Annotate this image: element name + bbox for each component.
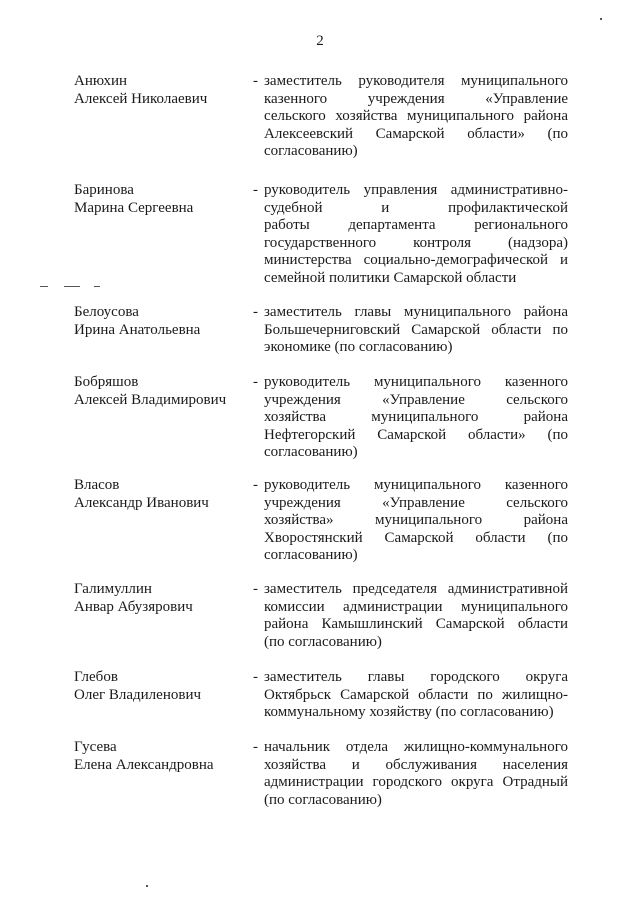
role-line: руководитель муниципального казенного: [264, 374, 568, 390]
dash-separator: -: [253, 182, 258, 198]
member-surname: Белоусова: [74, 304, 139, 320]
role-line: (по согласованию): [264, 633, 382, 650]
member-role: [264, 669, 568, 722]
member-name: [74, 304, 244, 339]
member-role: [264, 739, 568, 809]
member-given-name: Алексей Владимирович: [74, 391, 227, 408]
member-role: [264, 477, 568, 565]
role-line: начальник отдела жилищно-коммунального: [264, 739, 568, 755]
member-name: [74, 182, 244, 217]
role-line: (по согласованию): [264, 791, 382, 808]
scan-mark: [64, 286, 80, 287]
role-line: хозяйства» муниципального района: [264, 512, 568, 528]
page-number: 2: [316, 33, 324, 49]
role-line: согласованию): [264, 444, 358, 460]
member-name: [74, 477, 244, 512]
member-given-name: Александр Иванович: [74, 494, 209, 511]
member-surname: Бобряшов: [74, 374, 139, 390]
role-line: комиссии администрации муниципального: [264, 598, 568, 615]
role-line: руководитель муниципального казенного: [264, 477, 568, 493]
role-line: работы департамента регионального: [264, 217, 568, 233]
member-given-name: Елена Александровна: [74, 756, 214, 773]
role-line: сельского хозяйства муниципального района: [264, 108, 568, 124]
role-line: учреждения «Управление сельского: [264, 391, 568, 408]
scan-speck: [600, 18, 602, 20]
member-role: [264, 73, 568, 161]
role-line: хозяйства и обслуживания населения: [264, 756, 568, 773]
role-line: государственного контроля (надзора): [264, 234, 568, 251]
role-line: Алексеевский Самарской области» (по: [264, 125, 568, 142]
role-line: семейной политики Самарской области: [264, 269, 517, 286]
role-line: Большечерниговский Самарской области по: [264, 321, 568, 338]
member-role: [264, 374, 568, 462]
role-line: казенного учреждения «Управление: [264, 90, 568, 107]
dash-separator: -: [253, 739, 258, 755]
role-line: заместитель председателя административной: [264, 581, 568, 597]
dash-separator: -: [253, 304, 258, 320]
member-surname: Баринова: [74, 182, 134, 198]
member-given-name: Алексей Николаевич: [74, 90, 208, 107]
role-line: судебной и профилактической: [264, 199, 568, 216]
role-line: заместитель главы городского округа: [264, 669, 568, 685]
member-role: [264, 304, 568, 357]
role-line: заместитель главы муниципального района: [264, 304, 568, 320]
role-line: Октябрьск Самарской области по жилищно-: [264, 686, 568, 703]
dash-separator: -: [253, 581, 258, 597]
role-line: Нефтегорский Самарской области» (по: [264, 426, 568, 443]
member-surname: Анюхин: [74, 73, 128, 89]
dash-separator: -: [253, 669, 258, 685]
member-name: [74, 581, 244, 616]
role-line: согласованию): [264, 143, 358, 159]
member-name: [74, 73, 244, 108]
scan-mark: [94, 286, 100, 287]
role-line: экономике (по согласованию): [264, 339, 453, 355]
member-surname: Власов: [74, 477, 120, 493]
member-surname: Галимуллин: [74, 581, 152, 597]
scan-mark: [40, 286, 48, 287]
member-given-name: Анвар Абузярович: [74, 598, 193, 615]
member-role: [264, 182, 568, 287]
member-given-name: Марина Сергеевна: [74, 199, 194, 216]
member-surname: Глебов: [74, 669, 118, 685]
role-line: коммунальному хозяйству (по согласованию): [264, 704, 554, 720]
member-surname: Гусева: [74, 739, 117, 755]
member-given-name: Олег Владиленович: [74, 686, 202, 703]
dash-separator: -: [253, 477, 258, 493]
role-line: района Камышлинский Самарской области: [264, 616, 568, 632]
role-line: учреждения «Управление сельского: [264, 494, 568, 511]
role-line: согласованию): [264, 547, 358, 563]
member-role: [264, 581, 568, 651]
role-line: Хворостянский Самарской области (по: [264, 529, 568, 546]
role-line: министерства социально-демографической и: [264, 252, 568, 268]
role-line: хозяйства муниципального района: [264, 409, 568, 425]
member-name: [74, 374, 244, 409]
scan-speck: [146, 885, 148, 887]
member-name: [74, 669, 244, 704]
role-line: заместитель руководителя муниципального: [264, 73, 568, 89]
dash-separator: -: [253, 73, 258, 89]
role-line: руководитель управления административно-: [264, 182, 568, 198]
member-given-name: Ирина Анатольевна: [74, 321, 201, 338]
dash-separator: -: [253, 374, 258, 390]
member-name: [74, 739, 244, 774]
role-line: администрации городского округа Отрадный: [264, 774, 568, 790]
